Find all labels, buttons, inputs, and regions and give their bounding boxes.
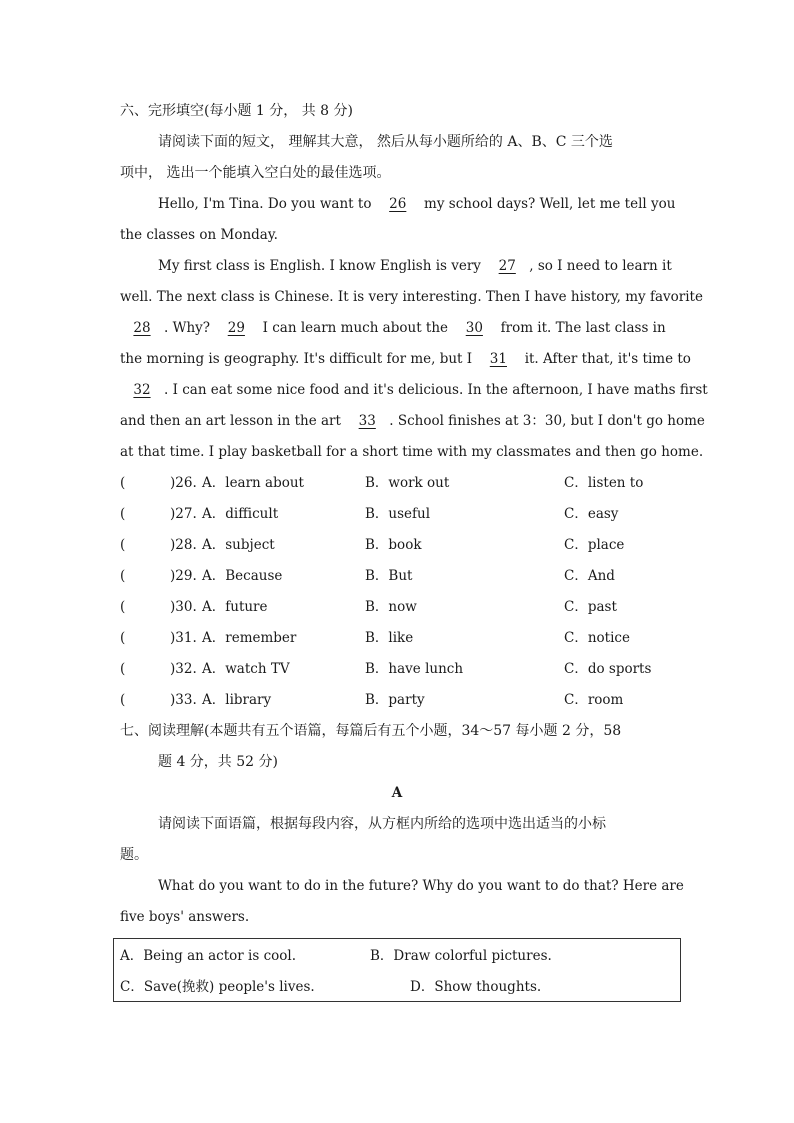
passage-line: the classes on Monday. xyxy=(120,227,278,243)
part-a-instruction-line1: 请阅读下面语篇，根据每段内容，从方框内所给的选项中选出适当的小标 xyxy=(158,816,606,832)
blank-27: 27 xyxy=(498,258,516,274)
section-6-instruction-line2: 项中， 选出一个能填入空白处的最佳选项。 xyxy=(120,165,391,181)
option-c: C．place xyxy=(564,537,625,553)
passage-line: Hello, I'm Tina. Do you want to 26 my school days? Well, let me tell you xyxy=(120,189,674,220)
option-a: A．subject xyxy=(202,537,275,553)
option-a: A．learn about xyxy=(202,475,304,491)
option-c: C．listen to xyxy=(564,475,644,491)
answer-bracket: ( xyxy=(120,599,126,615)
answer-bracket: ( xyxy=(120,630,126,646)
answer-bracket: ( xyxy=(120,475,126,491)
answer-bracket: ( xyxy=(120,506,126,522)
option-b: B．party xyxy=(365,692,425,708)
passage-line: and then an art lesson in the art 33 . School finishes at 3：30, but I don't go home xyxy=(120,406,674,437)
passage-line: 32 . I can eat some nice food and it's delicious. In the afternoon, I have maths first xyxy=(120,375,674,406)
answer-bracket: ( xyxy=(120,661,126,677)
option-b: B．work out xyxy=(365,475,450,491)
option-b: B．have lunch xyxy=(365,661,464,677)
option-b: B．book xyxy=(365,537,422,553)
blank-33: 33 xyxy=(358,413,376,429)
option-b: B．now xyxy=(365,599,417,615)
option-a: A．difficult xyxy=(202,506,279,522)
blank-26: 26 xyxy=(389,196,407,212)
section-7-title-line2: 题 4 分，共 52 分) xyxy=(158,754,278,770)
option-c: C．Save(挽救) people's lives. xyxy=(120,979,315,995)
part-a-intro-line2: five boys' answers. xyxy=(120,909,250,925)
passage-line: 28 . Why? 29 I can learn much about the 30 from it. The last class in xyxy=(120,313,674,344)
question-number: )30. xyxy=(170,599,197,615)
option-c: C．easy xyxy=(564,506,619,522)
question-row xyxy=(120,530,674,561)
blank-30: 30 xyxy=(465,320,483,336)
blank-28: 28 xyxy=(133,320,151,336)
blank-29: 29 xyxy=(227,320,245,336)
part-a-instruction-line2: 题。 xyxy=(120,847,148,863)
option-b: B．Draw colorful pictures. xyxy=(370,948,552,964)
question-row xyxy=(120,623,674,654)
option-a: A．library xyxy=(202,692,272,708)
question-number: )27. xyxy=(170,506,197,522)
question-number: )31. xyxy=(170,630,197,646)
option-b: B．But xyxy=(365,568,413,584)
question-number: )29. xyxy=(170,568,197,584)
exam-page xyxy=(120,96,708,933)
passage-line: well. The next class is Chinese. It is very interesting. Then I have history, my favorite xyxy=(120,289,703,305)
option-c: C．past xyxy=(564,599,617,615)
option-a: A．watch TV xyxy=(202,661,290,677)
question-number: )33. xyxy=(170,692,197,708)
question-number: )32. xyxy=(170,661,197,677)
blank-32: 32 xyxy=(133,382,151,398)
option-a: A．Being an actor is cool. xyxy=(120,948,297,964)
question-row xyxy=(120,468,674,499)
answer-bracket: ( xyxy=(120,568,126,584)
question-row xyxy=(120,592,674,623)
question-list xyxy=(120,468,674,716)
section-7-title-line1: 七、阅读理解(本题共有五个语篇，每篇后有五个小题，34～57 每小题 2 分，58 xyxy=(120,723,622,739)
answer-bracket: ( xyxy=(120,537,126,553)
question-row xyxy=(120,654,674,685)
option-c: C．room xyxy=(564,692,624,708)
option-c: C．do sports xyxy=(564,661,652,677)
answer-bracket: ( xyxy=(120,692,126,708)
part-a-heading: A xyxy=(391,785,403,801)
option-a: A．Because xyxy=(202,568,283,584)
blank-31: 31 xyxy=(489,351,507,367)
question-row xyxy=(120,685,674,716)
option-b: B．like xyxy=(365,630,414,646)
passage-line: My first class is English. I know English is very 27 , so I need to learn it xyxy=(120,251,674,282)
options-box xyxy=(113,938,681,1002)
section-6-title: 六、完形填空(每小题 1 分， 共 8 分) xyxy=(120,103,353,119)
passage-line: the morning is geography. It's difficult for me, but I 31 it. After that, it's time to xyxy=(120,344,674,375)
option-c: C．notice xyxy=(564,630,630,646)
question-number: )26. xyxy=(170,475,197,491)
part-a-intro-line1: What do you want to do in the future? Why do you want to do that? Here are xyxy=(158,878,684,894)
option-d: D．Show thoughts. xyxy=(410,979,542,995)
option-a: A．remember xyxy=(202,630,297,646)
question-row xyxy=(120,561,674,592)
question-number: )28. xyxy=(170,537,197,553)
section-6-instruction-line1: 请阅读下面的短文， 理解其大意， 然后从每小题所给的 A、B、C 三个选 xyxy=(158,134,613,150)
passage-line: at that time. I play basketball for a short time with my classmates and then go home. xyxy=(120,444,704,460)
option-b: B．useful xyxy=(365,506,431,522)
option-a: A．future xyxy=(202,599,268,615)
option-c: C．And xyxy=(564,568,615,584)
question-row xyxy=(120,499,674,530)
